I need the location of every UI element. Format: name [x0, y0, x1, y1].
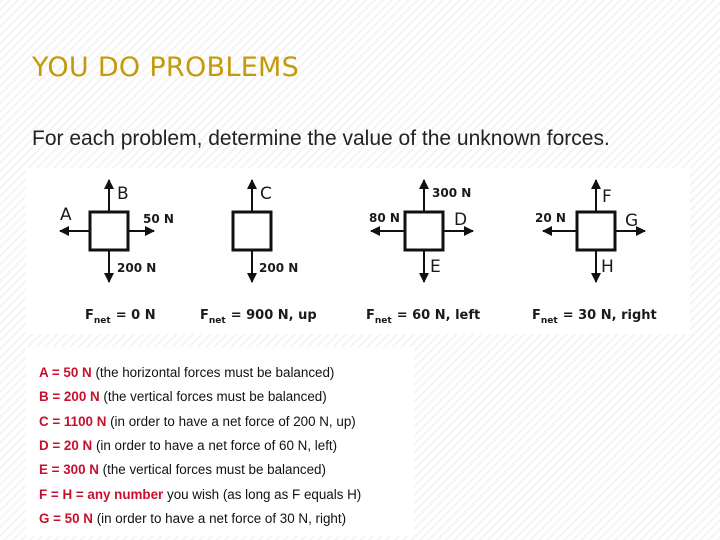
answer-line: G = 50 N (in order to have a net force of 30 N, right) — [39, 511, 347, 526]
problem-3-force-left: 80 N — [369, 211, 400, 225]
problem-1-force-bottom: 200 N — [117, 261, 157, 275]
problem-4-fnet: $F_{net} = 30$ N, right — [532, 308, 657, 326]
problem-1-force-right: 50 N — [143, 212, 174, 226]
slide-title: YOU DO PROBLEMS — [32, 52, 300, 83]
slide-subtitle: For each problem, determine the value of the unknown forces. — [32, 127, 610, 150]
problem-1-fnet: $F_{net} = 0$ N — [85, 308, 156, 326]
problem-4-label-top: F — [602, 187, 612, 207]
force-diagrams — [26, 168, 690, 334]
problem-1-label-top: B — [117, 184, 129, 204]
answer-line: E = 300 N (the vertical forces must be balanced) — [39, 462, 326, 477]
problem-2-diagram — [200, 180, 317, 326]
problem-2-fnet: $F_{net} = 900$ N, up — [200, 308, 317, 326]
answer-line: F = H = any number you wish (as long as F equals H) — [39, 487, 362, 502]
problem-3-fnet: $F_{net} = 60$ N, left — [366, 308, 481, 326]
problem-1-box — [90, 212, 128, 250]
answer-line: B = 200 N (the vertical forces must be balanced) — [39, 389, 327, 404]
problem-2-force-bottom: 200 N — [259, 261, 299, 275]
problem-3-diagram — [366, 180, 480, 326]
problem-3-box — [405, 212, 443, 250]
problem-3-force-top: 300 N — [432, 186, 472, 200]
problem-3-label-right: D — [454, 210, 468, 230]
problem-4-label-bottom: H — [601, 257, 614, 277]
problem-1-label-left: A — [60, 205, 72, 225]
answer-line: D = 20 N (in order to have a net force of 60 N, left) — [39, 438, 338, 453]
problem-4-force-left: 20 N — [535, 211, 566, 225]
answer-line: C = 1100 N (in order to have a net force of 200 N, up) — [39, 414, 356, 429]
problem-1-diagram — [60, 180, 174, 326]
problem-3-label-bottom: E — [430, 257, 441, 277]
problem-2-box — [233, 212, 271, 250]
problem-4-diagram — [532, 180, 657, 326]
problem-4-box — [577, 212, 615, 250]
answer-line: A = 50 N (the horizontal forces must be balanced) — [39, 365, 335, 380]
problem-2-label-top: C — [260, 184, 272, 204]
answer-panel — [26, 347, 414, 536]
problem-4-label-right: G — [625, 211, 639, 231]
